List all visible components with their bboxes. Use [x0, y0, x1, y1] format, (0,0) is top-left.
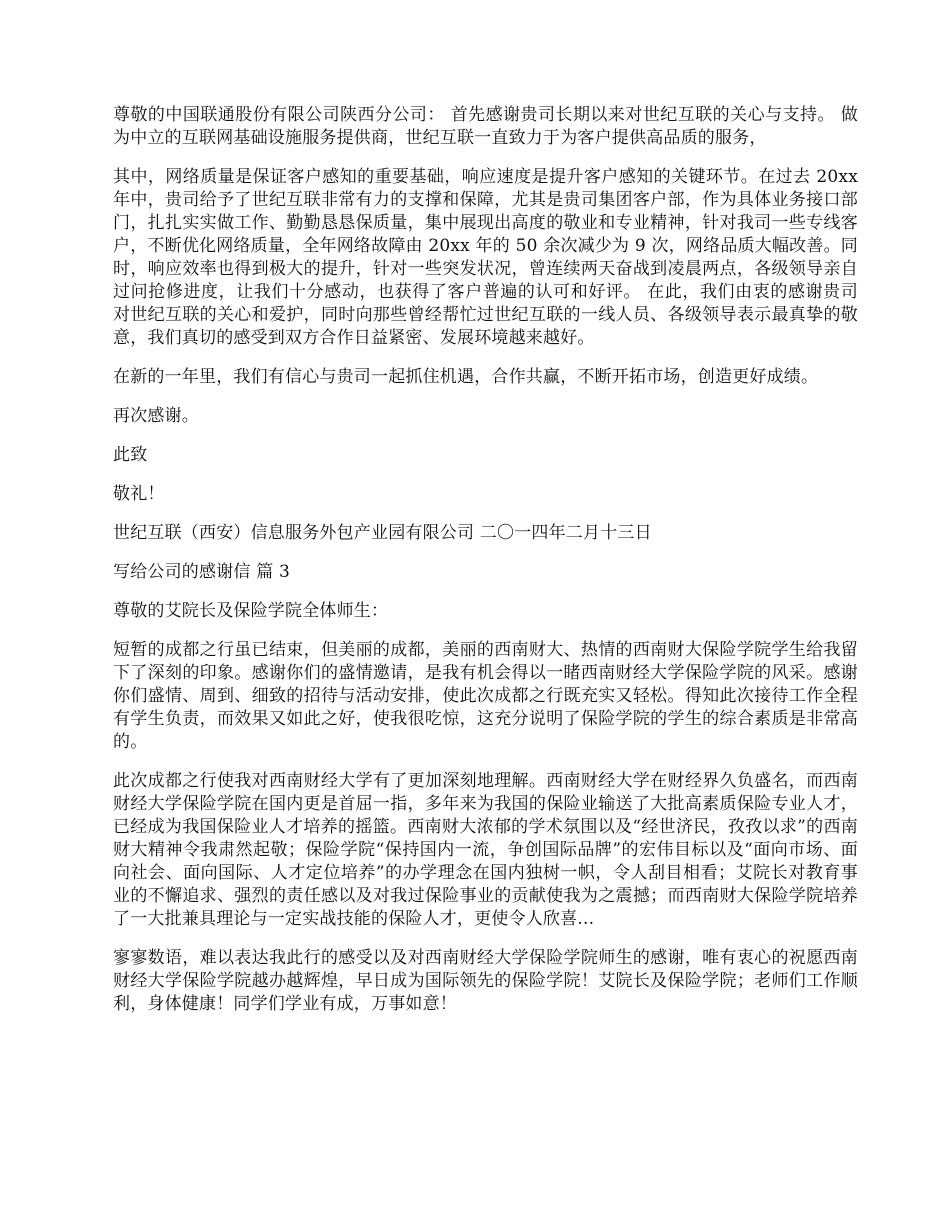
letter2-body-paragraph-3: 寥寥数语，难以表达我此行的感受以及对西南财经大学保险学院师生的感谢，唯有衷心的祝愿西南财经大学保险学院越办越辉煌，早日成为国际领先的保险学院！艾院长及保险学院；老师们工作顺利，身体健康！同学们学业有成，万事如意！: [113, 948, 858, 1014]
letter2-body-paragraph-1: 短暂的成都之行虽已结束，但美丽的成都，美丽的西南财大、热情的西南财大保险学院学生给我留下了深刻的印象。感谢你们的盛情邀请，是我有机会得以一睹西南财经大学保险学院的风采。感谢你们盛情、周到、细致的招待与活动安排，使此次成都之行既充实又轻松。得知此次接待工作全程有学生负责，而效果又如此之好，使我很吃惊，这充分说明了保险学院的学生的综合素质是非常高的。: [113, 640, 858, 752]
letter1-thanks-again: 再次感谢。: [113, 406, 199, 426]
letter2-salutation: 尊敬的艾院长及保险学院全体师生：: [113, 601, 389, 621]
letter1-cizhi: 此致: [113, 445, 148, 465]
section-heading: 写给公司的感谢信 篇 3: [113, 562, 291, 582]
letter1-body-paragraph: 其中，网络质量是保证客户感知的重要基础，响应速度是提升客户感知的关键环节。在过去 20xx 年中，贵司给予了世纪互联非常有力的支撑和保障，尤其是贵司集团客户部，作为具体业务接口部门，扎扎实实做工作、勤勤恳恳保质量，集中展现出高度的敬业和专业精神，针对我司一些专线客户，不断优化网络质量，全年网络故障由 20xx 年的 50 余次减少为 9 次，网络品质大幅改善。同时，响应效率也得到极大的提升，针对一些突发状况，曾连续两天奋战到凌晨两点，各级领导亲自过问抢修进度，让我们十分感动，也获得了客户普遍的认可和好评。 在此，我们由衷的感谢贵司对世纪互联的关心和爱护，同时向那些曾经帮忙过世纪互联的一线人员、各级领导表示最真挚的敬意，我们真切的感受到双方合作日益紧密、发展环境越来越好。: [113, 167, 858, 348]
letter1-salutation-opening: 尊敬的中国联通股份有限公司陕西分公司： 首先感谢贵司长期以来对世纪互联的关心与支持。 做为中立的互联网基础设施服务提供商，世纪互联一直致力于为客户提供高品质的服务，: [113, 105, 858, 148]
letter1-closing-paragraph: 在新的一年里，我们有信心与贵司一起抓住机遇，合作共赢，不断开拓市场，创造更好成绩。: [113, 367, 819, 387]
letter1-jingli: 敬礼！: [113, 484, 165, 504]
letter1-signature-date: 世纪互联（西安）信息服务外包产业园有限公司 二〇一四年二月十三日: [113, 523, 652, 543]
document-page: [113, 104, 858, 1032]
letter2-body-paragraph-2: 此次成都之行使我对西南财经大学有了更加深刻地理解。西南财经大学在财经界久负盛名，而西南财经大学保险学院在国内更是首屈一指，多年来为我国的保险业输送了大批高素质保险专业人才，已经成为我国保险业人才培养的摇篮。西南财大浓郁的学术氛围以及“经世济民，孜孜以求”的西南财大精神令我肃然起敬；保险学院“保持国内一流，争创国际品牌”的宏伟目标以及“面向市场、面向社会、面向国际、人才定位培养”的办学理念在国内独树一帜，令人刮目相看；艾院长对教育事业的不懈追求、强烈的责任感以及对我过保险事业的贡献使我为之震撼；而西南财大保险学院培养了一大批兼具理论与一定实战技能的保险人才，更使令人欣喜...: [113, 771, 858, 929]
